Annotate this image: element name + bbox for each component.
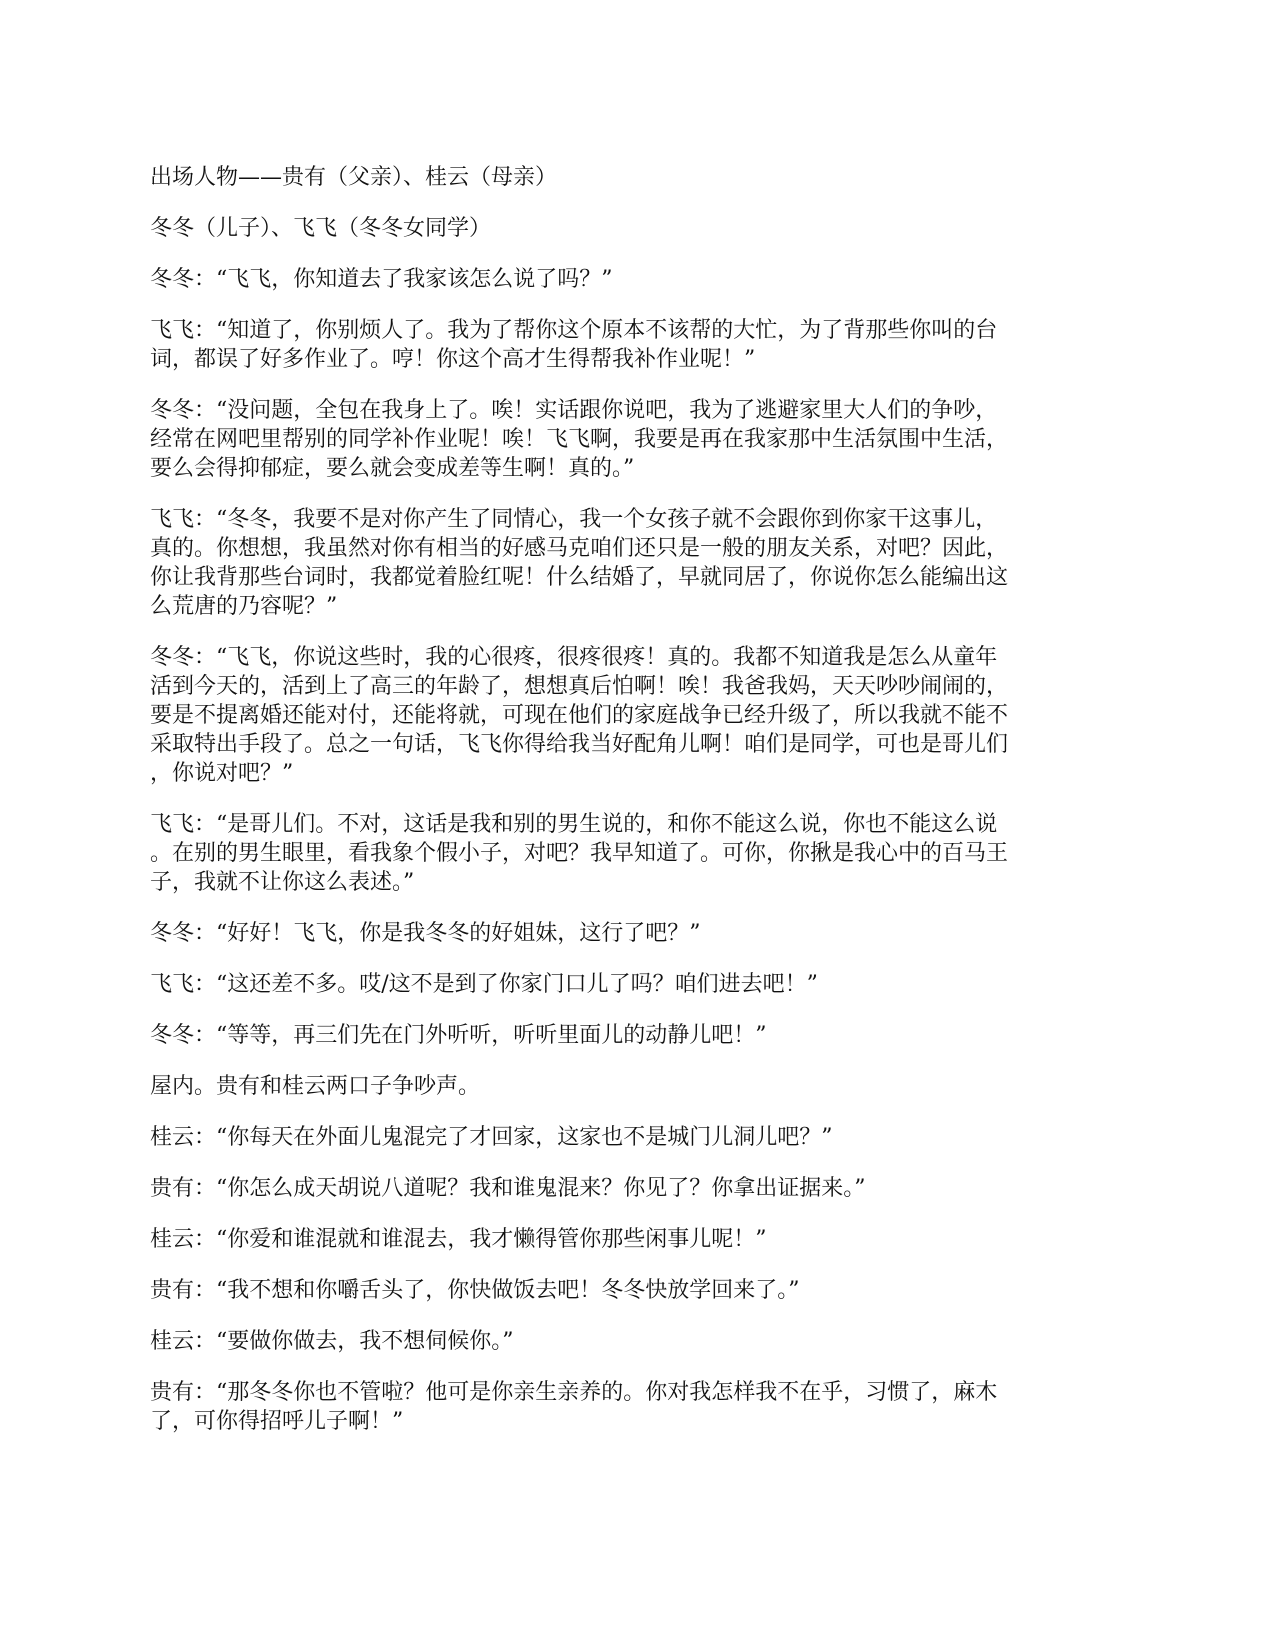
dialogue-paragraph: 桂云：“你爱和谁混就和谁混去，我才懒得管你那些闲事儿呢！”: [150, 1227, 767, 1252]
cast-line-parents: 出场人物——贵有（父亲）、桂云（母亲）: [150, 165, 558, 190]
dialogue-paragraph: 飞飞：“是哥儿们。不对，这话是我和别的男生说的，和你不能这么说，你也不能这么说 。在别的男生眼里，看我象个假小子，对吧？我早知道了。可你，你揪是我心中的百马王 子，我就不让你这么表述。”: [150, 812, 1009, 895]
stage-direction: 屋内。贵有和桂云两口子争吵声。: [150, 1074, 481, 1099]
dialogue-paragraph: 桂云：“要做你做去，我不想伺候你。”: [150, 1329, 514, 1354]
dialogue-paragraph: 飞飞：“这还差不多。哎/这不是到了你家门口儿了吗？咱们进去吧！”: [150, 972, 818, 997]
dialogue-paragraph: 桂云：“你每天在外面儿鬼混完了才回家，这家也不是城门儿洞儿吧？”: [150, 1125, 833, 1150]
dialogue-paragraph: 飞飞：“知道了，你别烦人了。我为了帮你这个原本不该帮的大忙，为了背那些你叫的台 词，都误了好多作业了。哼！你这个高才生得帮我补作业呢！”: [150, 318, 998, 372]
document-page: [150, 163, 1134, 1458]
dialogue-paragraph: 贵有：“我不想和你嚼舌头了，你快做饭去吧！冬冬快放学回来了。”: [150, 1278, 800, 1303]
dialogue-paragraph: 飞飞：“冬冬，我要不是对你产生了同情心，我一个女孩子就不会跟你到你家干这事儿， 真的。你想想，我虽然对你有相当的好感马克咱们还只是一般的朋友关系，对吧？因此， 你让我背那些台词时，我都觉着脸红呢！什么结婚了，早就同居了，你说你怎么能编出这 么荒唐的乃容呢？”: [150, 507, 1009, 619]
dialogue-paragraph: 冬冬：“飞飞，你说这些时，我的心很疼，很疼很疼！真的。我都不知道我是怎么从童年 活到今天的，活到上了高三的年龄了，想想真后怕啊！唉！我爸我妈，天天吵吵闹闹的， 要是不提离婚还能对付，还能将就，可现在他们的家庭战争已经升级了，所以我就不能不 采取特出手段了。总之一句话，飞飞你得给我当好配角儿啊！咱们是同学，可也是哥儿们 ，你说对吧？”: [150, 645, 1009, 786]
dialogue-paragraph: 冬冬：“飞飞，你知道去了我家该怎么说了吗？”: [150, 267, 613, 292]
dialogue-paragraph: 贵有：“你怎么成天胡说八道呢？我和谁鬼混来？你见了？你拿出证据来。”: [150, 1176, 866, 1201]
cast-line-children: 冬冬（儿子）、飞飞（冬冬女同学）: [150, 216, 492, 241]
dialogue-paragraph: 冬冬：“没问题，全包在我身上了。唉！实话跟你说吧，我为了逃避家里大人们的争吵， 经常在网吧里帮别的同学补作业呢！唉！飞飞啊，我要是再在我家那中生活氛围中生活， 要么会得抑郁症，要么就会变成差等生啊！真的。”: [150, 398, 1009, 481]
dialogue-paragraph: 贵有：“那冬冬你也不管啦？他可是你亲生亲养的。你对我怎样我不在乎，习惯了，麻木 了，可你得招呼儿子啊！”: [150, 1380, 998, 1434]
dialogue-paragraph: 冬冬：“好好！飞飞，你是我冬冬的好姐妹，这行了吧？”: [150, 921, 701, 946]
dialogue-paragraph: 冬冬：“等等，再三们先在门外听听，听听里面儿的动静儿吧！”: [150, 1023, 767, 1048]
